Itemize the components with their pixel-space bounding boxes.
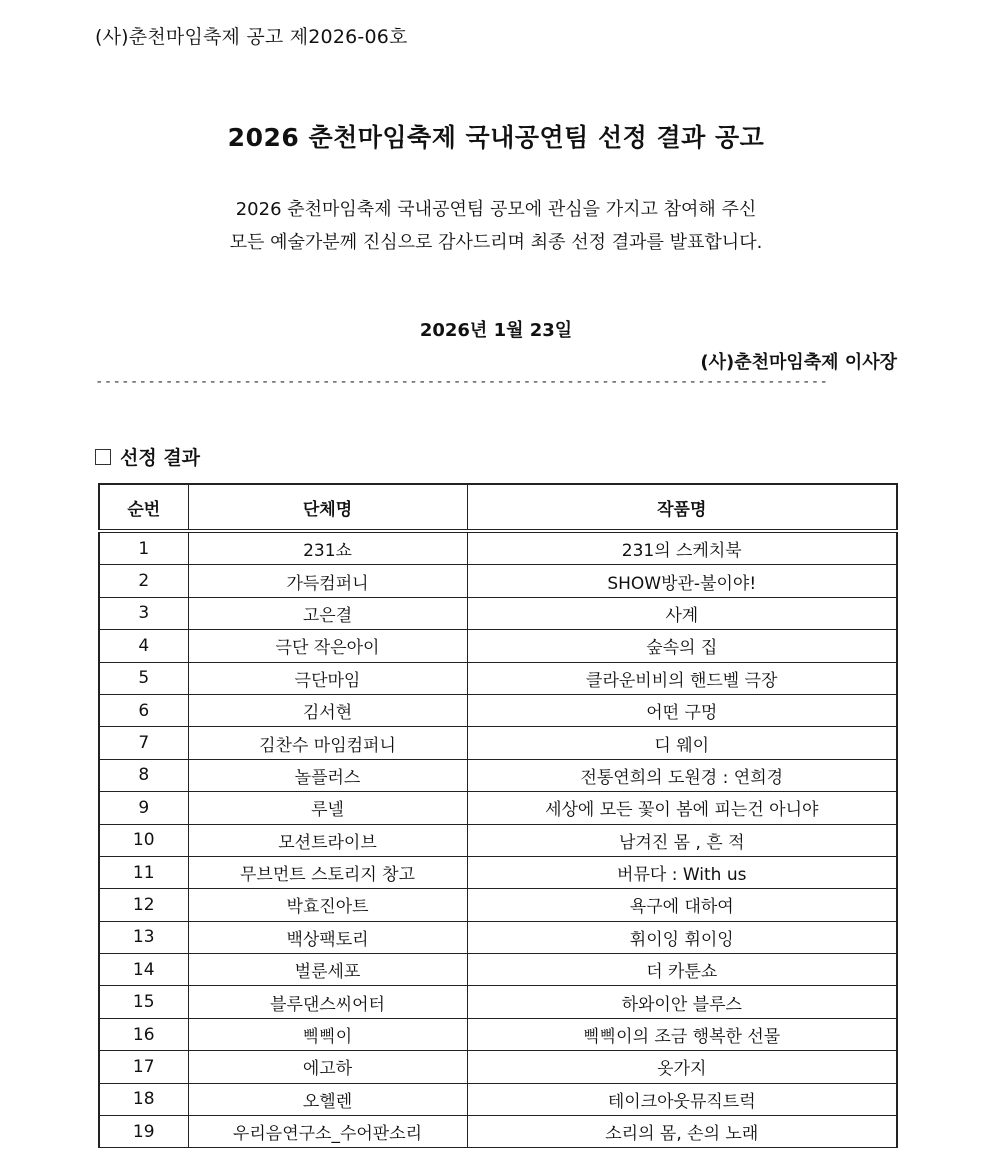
section-title: 선정 결과 xyxy=(120,447,201,469)
cell-number: 8 xyxy=(99,759,188,791)
table-row xyxy=(99,662,897,694)
cell-work-title: 휘이잉 휘이잉 xyxy=(467,921,897,953)
header-group-name: 단체명 xyxy=(188,484,467,531)
cell-group-name: 블루댄스씨어터 xyxy=(188,986,467,1018)
cell-group-name: 박효진아트 xyxy=(188,889,467,921)
cell-work-title: 클라운비비의 핸드벨 극장 xyxy=(467,662,897,694)
cell-group-name: 에고하 xyxy=(188,1051,467,1083)
cell-work-title: 디 웨이 xyxy=(467,727,897,759)
table-row xyxy=(99,921,897,953)
table-row xyxy=(99,1051,897,1083)
cell-group-name: 무브먼트 스토리지 창고 xyxy=(188,856,467,888)
cell-number: 4 xyxy=(99,630,188,662)
signer: (사)춘천마임축제 이사장 xyxy=(700,352,897,373)
dashed-divider: ------------------------------------------------------------------------------------ xyxy=(95,374,829,390)
cell-number: 7 xyxy=(99,727,188,759)
notice-number: (사)춘천마임축제 공고 제2026-06호 xyxy=(95,26,408,48)
results-table xyxy=(98,483,898,1148)
cell-group-name: 김찬수 마임컴퍼니 xyxy=(188,727,467,759)
cell-work-title: 숲속의 집 xyxy=(467,630,897,662)
cell-number: 10 xyxy=(99,824,188,856)
table-row xyxy=(99,792,897,824)
cell-group-name: 우리음연구소_수어판소리 xyxy=(188,1116,467,1148)
cell-number: 15 xyxy=(99,986,188,1018)
table-row xyxy=(99,1083,897,1115)
cell-group-name: 231쇼 xyxy=(188,531,467,565)
cell-work-title: 세상에 모든 꽃이 봄에 피는건 아니야 xyxy=(467,792,897,824)
table-row xyxy=(99,727,897,759)
header-number: 순번 xyxy=(99,484,188,531)
cell-number: 18 xyxy=(99,1083,188,1115)
cell-number: 13 xyxy=(99,921,188,953)
cell-group-name: 극단마임 xyxy=(188,662,467,694)
cell-work-title: 남겨진 몸 , 흔 적 xyxy=(467,824,897,856)
table-row xyxy=(99,565,897,597)
checkbox-square-icon xyxy=(95,449,111,465)
cell-group-name: 루넬 xyxy=(188,792,467,824)
section-heading xyxy=(95,443,200,470)
cell-group-name: 모션트라이브 xyxy=(188,824,467,856)
cell-work-title: 테이크아웃뮤직트럭 xyxy=(467,1083,897,1115)
cell-number: 12 xyxy=(99,889,188,921)
table-row xyxy=(99,759,897,791)
cell-work-title: 하와이안 블루스 xyxy=(467,986,897,1018)
intro-line-1: 2026 춘천마임축제 국내공연팀 공모에 관심을 가지고 참여해 주신 xyxy=(235,199,757,220)
table-row xyxy=(99,694,897,726)
cell-number: 19 xyxy=(99,1116,188,1148)
cell-group-name: 오헬렌 xyxy=(188,1083,467,1115)
cell-number: 17 xyxy=(99,1051,188,1083)
cell-work-title: 버뮤다 : With us xyxy=(467,856,897,888)
cell-number: 6 xyxy=(99,694,188,726)
cell-group-name: 백상팩토리 xyxy=(188,921,467,953)
header-work-title: 작품명 xyxy=(467,484,897,531)
cell-group-name: 김서현 xyxy=(188,694,467,726)
cell-number: 14 xyxy=(99,954,188,986)
cell-group-name: 삑삑이 xyxy=(188,1018,467,1050)
table-row xyxy=(99,986,897,1018)
cell-work-title: 전통연희의 도원경 : 연희경 xyxy=(467,759,897,791)
table-row xyxy=(99,597,897,629)
cell-work-title: 옷가지 xyxy=(467,1051,897,1083)
table-row xyxy=(99,1018,897,1050)
cell-work-title: 소리의 몸, 손의 노래 xyxy=(467,1116,897,1148)
cell-work-title: 어떤 구멍 xyxy=(467,694,897,726)
cell-group-name: 놀플러스 xyxy=(188,759,467,791)
intro-line-2: 모든 예술가분께 진심으로 감사드리며 최종 선정 결과를 발표합니다. xyxy=(229,232,763,253)
intro-text xyxy=(0,193,992,259)
cell-work-title: 더 카툰쇼 xyxy=(467,954,897,986)
cell-group-name: 극단 작은아이 xyxy=(188,630,467,662)
cell-work-title: SHOW방관-불이야! xyxy=(467,565,897,597)
cell-number: 3 xyxy=(99,597,188,629)
results-table-wrapper xyxy=(98,483,898,1148)
table-row xyxy=(99,824,897,856)
cell-number: 5 xyxy=(99,662,188,694)
cell-work-title: 231의 스케치북 xyxy=(467,531,897,565)
table-header-row xyxy=(99,484,897,531)
table-row xyxy=(99,856,897,888)
cell-number: 16 xyxy=(99,1018,188,1050)
table-row xyxy=(99,531,897,565)
cell-number: 1 xyxy=(99,531,188,565)
table-row xyxy=(99,889,897,921)
table-row xyxy=(99,630,897,662)
cell-work-title: 삑삑이의 조금 행복한 선물 xyxy=(467,1018,897,1050)
cell-work-title: 사계 xyxy=(467,597,897,629)
cell-group-name: 벌룬세포 xyxy=(188,954,467,986)
cell-number: 9 xyxy=(99,792,188,824)
notice-date: 2026년 1월 23일 xyxy=(419,320,573,341)
cell-number: 2 xyxy=(99,565,188,597)
cell-number: 11 xyxy=(99,856,188,888)
cell-work-title: 욕구에 대하여 xyxy=(467,889,897,921)
cell-group-name: 가득컴퍼니 xyxy=(188,565,467,597)
table-row xyxy=(99,1116,897,1148)
page-title: 2026 춘천마임축제 국내공연팀 선정 결과 공고 xyxy=(227,123,765,152)
cell-group-name: 고은결 xyxy=(188,597,467,629)
table-row xyxy=(99,954,897,986)
